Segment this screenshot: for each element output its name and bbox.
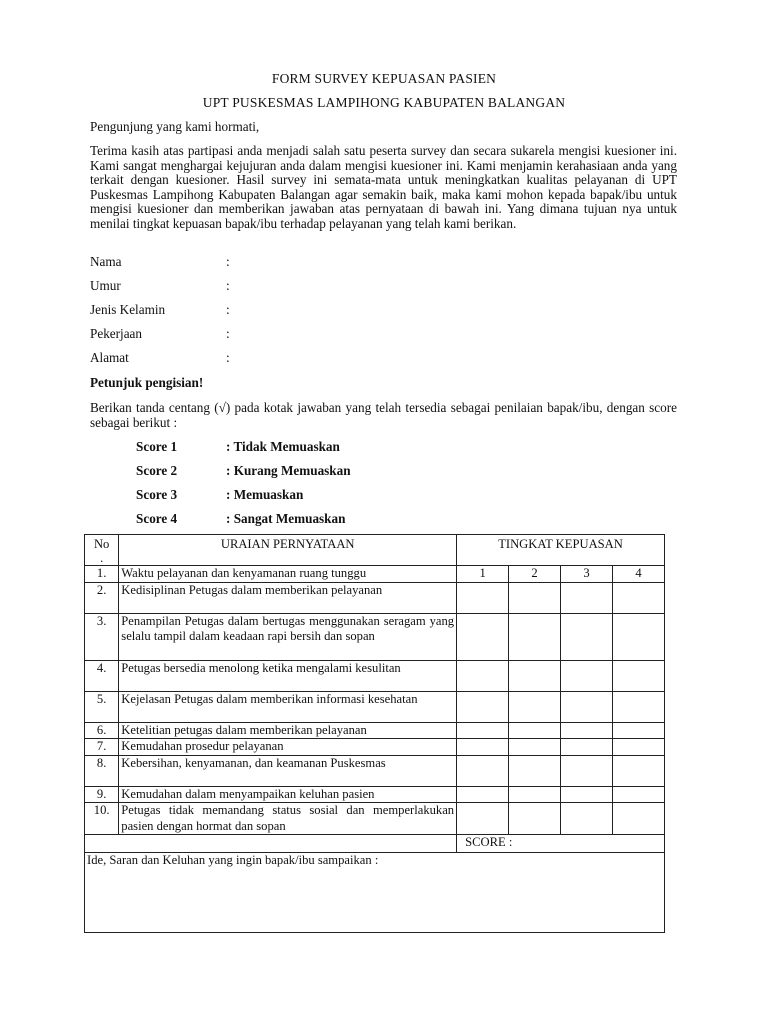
row-statement: Kemudahan prosedur pelayanan: [119, 739, 457, 756]
header-uraian: URAIAN PERNYATAAN: [119, 535, 457, 566]
score-checkbox-cell[interactable]: [509, 739, 561, 756]
score-column-header: 4: [613, 566, 665, 583]
intro-paragraph: Terima kasih atas partipasi anda menjadi salah satu peserta survey dan secara sukarela mengisi kuesioner ini. Kami sangat menghargai kejujuran anda dalam mengisi kuesioner ini. Kami menjamin kerahasiaan anda yang terkait dengan kuesioner. Hasil survey ini semata-mata untuk meningkatkan kualitas pelayanan di UPT Puskesmas Lampihong Kabupaten Balangan agar semakin baik, maka kami mohon kepada bapak/ibu untuk mengisi kuesioner dan memberikan jawaban atas pernyataan di bawah ini. Yang dimana tujuan nya untuk menilai tingkat kepuasan bapak/ibu terhadap pelayanan yang telah kami berikan.: [90, 143, 677, 231]
score-checkbox-cell[interactable]: [561, 786, 613, 803]
score-desc: : Kurang Memuaskan: [226, 463, 351, 478]
score-desc: : Tidak Memuaskan: [226, 439, 340, 454]
row-statement: Penampilan Petugas dalam bertugas menggunakan seragam yang selalu tampil dalam keadaan rapi bersih dan sopan: [119, 613, 457, 660]
instructions-heading: Petunjuk pengisian!: [90, 375, 204, 390]
field-pekerjaan[interactable]: [90, 326, 230, 342]
row-statement: Kedisiplinan Petugas dalam memberikan pelayanan: [119, 582, 457, 613]
table-row: [85, 582, 665, 613]
row-statement: Petugas bersedia menolong ketika mengalami kesulitan: [119, 660, 457, 691]
survey-table: [84, 534, 665, 566]
score-checkbox-cell[interactable]: [457, 755, 509, 786]
score-checkbox-cell[interactable]: [509, 786, 561, 803]
greeting-text: Pengunjung yang kami hormati,: [90, 119, 260, 134]
row-statement: Waktu pelayanan dan kenyamanan ruang tunggu: [119, 566, 457, 583]
table-row: [85, 739, 665, 756]
score-checkbox-cell[interactable]: [457, 691, 509, 722]
score-checkbox-cell[interactable]: [561, 660, 613, 691]
score-checkbox-cell[interactable]: [457, 660, 509, 691]
score-column-header: 3: [561, 566, 613, 583]
score-checkbox-cell[interactable]: [509, 755, 561, 786]
score-checkbox-cell[interactable]: [613, 613, 665, 660]
field-colon: :: [226, 350, 230, 365]
table-row: [85, 755, 665, 786]
row-number: 10.: [85, 803, 119, 835]
field-alamat[interactable]: [90, 350, 230, 366]
field-label: Alamat: [90, 350, 129, 365]
form-title: FORM SURVEY KEPUASAN PASIEN: [271, 71, 497, 86]
row-number: 5.: [85, 691, 119, 722]
score-legend-1: [136, 439, 340, 455]
field-umur[interactable]: [90, 278, 230, 294]
survey-table-body: [84, 565, 665, 933]
score-checkbox-cell[interactable]: [613, 803, 665, 835]
field-colon: :: [226, 278, 230, 293]
score-checkbox-cell[interactable]: [613, 786, 665, 803]
score-total-row: [85, 835, 665, 853]
instructions-text: Berikan tanda centang (√) pada kotak jawaban yang telah tersedia sebagai penilaian bapak/ibu, dengan score sebagai berikut :: [90, 400, 677, 430]
feedback-field[interactable]: Ide, Saran dan Keluhan yang ingin bapak/ibu sampaikan :: [85, 853, 665, 933]
score-checkbox-cell[interactable]: [561, 803, 613, 835]
table-row: [85, 566, 665, 583]
field-label: Nama: [90, 254, 122, 269]
score-checkbox-cell[interactable]: [509, 722, 561, 739]
row-statement: Petugas tidak memandang status sosial dan memperlakukan pasien dengan hormat dan sopan: [119, 803, 457, 835]
field-label: Jenis Kelamin: [90, 302, 166, 317]
field-jenis-kelamin[interactable]: [90, 302, 230, 318]
score-checkbox-cell[interactable]: [613, 691, 665, 722]
score-checkbox-cell[interactable]: [613, 739, 665, 756]
header-tingkat: TINGKAT KEPUASAN: [457, 535, 665, 566]
score-checkbox-cell[interactable]: [457, 722, 509, 739]
score-checkbox-cell[interactable]: [509, 691, 561, 722]
score-checkbox-cell[interactable]: [561, 722, 613, 739]
row-number: 2.: [85, 582, 119, 613]
field-nama[interactable]: [90, 254, 230, 270]
score-label: Score 1: [136, 439, 178, 454]
row-statement: Kejelasan Petugas dalam memberikan informasi kesehatan: [119, 691, 457, 722]
row-number: 6.: [85, 722, 119, 739]
score-checkbox-cell[interactable]: [613, 755, 665, 786]
field-label: Umur: [90, 278, 121, 293]
score-label: Score 3: [136, 487, 178, 502]
field-colon: :: [226, 302, 230, 317]
score-checkbox-cell[interactable]: [561, 691, 613, 722]
score-checkbox-cell[interactable]: [457, 803, 509, 835]
row-number: 4.: [85, 660, 119, 691]
feedback-row: [85, 853, 665, 933]
score-checkbox-cell[interactable]: [613, 582, 665, 613]
table-row: [85, 660, 665, 691]
score-legend-4: [136, 511, 346, 527]
score-checkbox-cell[interactable]: [561, 582, 613, 613]
score-checkbox-cell[interactable]: [457, 739, 509, 756]
score-total-label[interactable]: SCORE :: [457, 835, 665, 853]
score-label: Score 2: [136, 463, 178, 478]
field-colon: :: [226, 326, 230, 341]
score-desc: : Sangat Memuaskan: [226, 511, 346, 526]
field-label: Pekerjaan: [90, 326, 142, 341]
table-header-row: [85, 535, 665, 566]
table-row: [85, 722, 665, 739]
row-number: 3.: [85, 613, 119, 660]
score-desc: : Memuaskan: [226, 487, 304, 502]
score-checkbox-cell[interactable]: [509, 803, 561, 835]
score-checkbox-cell[interactable]: [561, 739, 613, 756]
score-checkbox-cell[interactable]: [613, 660, 665, 691]
score-row-blank: [85, 835, 457, 853]
score-checkbox-cell[interactable]: [561, 613, 613, 660]
header-no: No .: [85, 535, 119, 566]
table-row: [85, 803, 665, 835]
score-checkbox-cell[interactable]: [509, 613, 561, 660]
form-subtitle: UPT PUSKESMAS LAMPIHONG KABUPATEN BALANGAN: [202, 95, 566, 110]
score-checkbox-cell[interactable]: [457, 786, 509, 803]
row-statement: Kebersihan, kenyamanan, dan keamanan Puskesmas: [119, 755, 457, 786]
table-row: [85, 613, 665, 660]
row-statement: Kemudahan dalam menyampaikan keluhan pasien: [119, 786, 457, 803]
score-column-header: 2: [509, 566, 561, 583]
score-legend-2: [136, 463, 351, 479]
table-row: [85, 691, 665, 722]
row-number: 7.: [85, 739, 119, 756]
score-legend-3: [136, 487, 304, 503]
score-column-header: 1: [457, 566, 509, 583]
score-checkbox-cell[interactable]: [509, 660, 561, 691]
score-checkbox-cell[interactable]: [561, 755, 613, 786]
row-number: 1.: [85, 566, 119, 583]
score-checkbox-cell[interactable]: [613, 722, 665, 739]
score-checkbox-cell[interactable]: [509, 582, 561, 613]
score-checkbox-cell[interactable]: [457, 613, 509, 660]
row-statement: Ketelitian petugas dalam memberikan pelayanan: [119, 722, 457, 739]
score-checkbox-cell[interactable]: [457, 582, 509, 613]
score-label: Score 4: [136, 511, 178, 526]
field-colon: :: [226, 254, 230, 269]
table-row: [85, 786, 665, 803]
row-number: 8.: [85, 755, 119, 786]
row-number: 9.: [85, 786, 119, 803]
